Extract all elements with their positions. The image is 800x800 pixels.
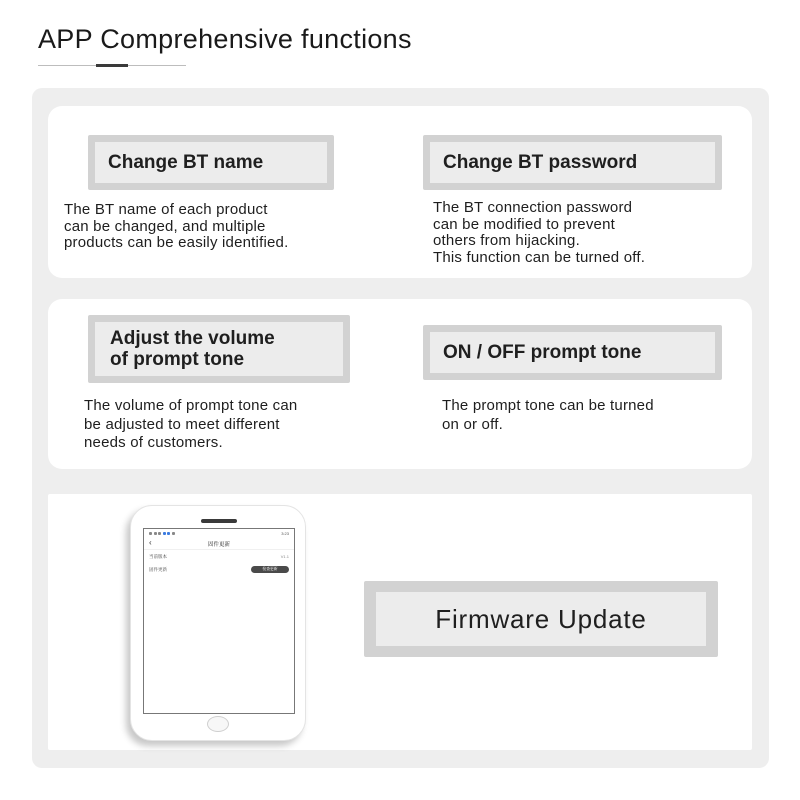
adjust-volume-label [88,315,350,383]
adjust-volume-line2: of prompt tone [110,349,245,370]
page-title: APP Comprehensive functions [38,24,412,54]
firmware-label: 固件更新 [149,566,167,572]
prompt-toggle-label [423,325,722,380]
firmware-update-text: Firmware Update [376,592,706,646]
check-update-button[interactable]: 检查更新 [251,566,289,573]
prompt-toggle-text: ON / OFF prompt tone [430,332,715,373]
version-label: 当前版本 [149,553,167,559]
status-icons [149,532,175,535]
prompt-toggle-desc: The prompt tone can be turned on or off. [442,397,654,433]
phone-home-button [207,716,229,732]
change-bt-name-label [88,135,334,190]
change-bt-name-text: Change BT name [95,142,327,183]
back-arrow-icon[interactable]: ‹ [149,538,152,547]
change-bt-name-desc: The BT name of each product can be changed, and multiple products can be easily identified. [64,201,289,251]
version-value: V1.1 [280,554,289,559]
status-time: 3:23 [281,531,289,536]
title-underline-accent [96,64,128,67]
change-bt-password-desc: The BT connection password can be modified to prevent others from hijacking. This function can be turned off. [433,199,646,266]
phone-status-bar [144,529,294,538]
change-bt-password-label [423,135,722,190]
feature-card-bt [48,106,752,278]
version-row [144,550,294,563]
firmware-update-label [364,581,718,657]
phone-speaker [201,519,237,523]
adjust-volume-desc: The volume of prompt tone can be adjusted to meet different needs of customers. [84,397,298,451]
adjust-volume-text [95,322,343,376]
app-header [144,538,294,550]
phone-mockup [130,505,306,741]
phone-screen [143,528,295,714]
firmware-row [144,563,294,576]
adjust-volume-line1: Adjust the volume [110,328,275,349]
change-bt-password-text: Change BT password [430,142,715,183]
app-screen-title: 固件更新 [207,542,230,548]
